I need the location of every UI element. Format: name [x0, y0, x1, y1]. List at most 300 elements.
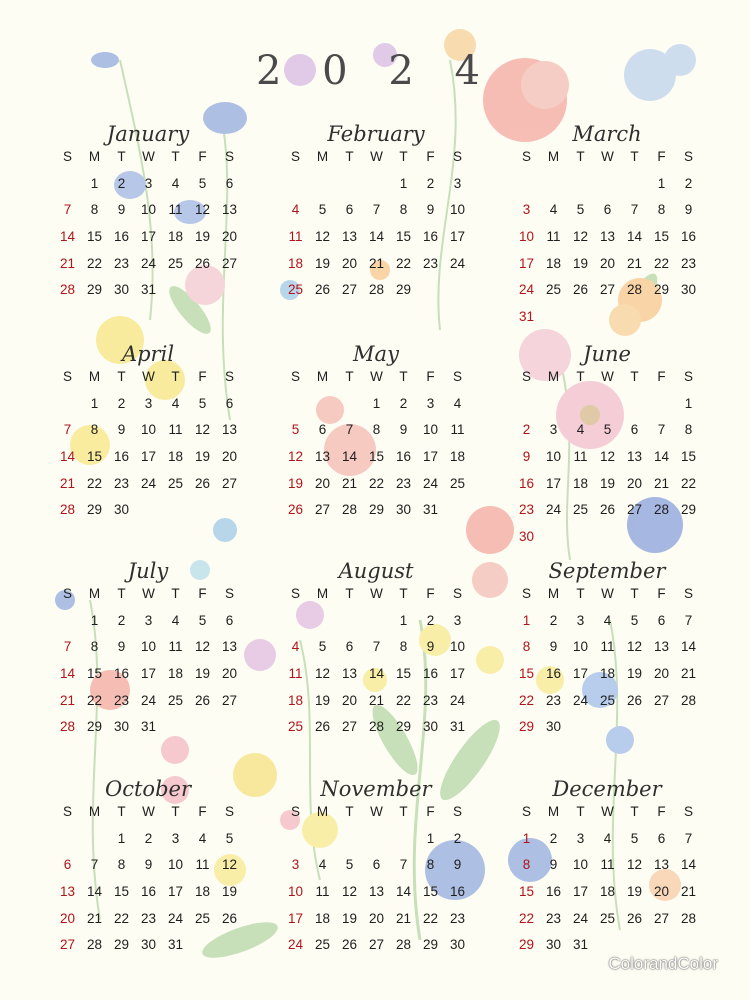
- date: 9: [549, 639, 558, 655]
- date: 22: [86, 475, 103, 491]
- date: 16: [113, 229, 130, 245]
- date: 26: [194, 475, 211, 491]
- date: 14: [341, 449, 358, 465]
- date: 30: [422, 719, 439, 735]
- date: 16: [113, 449, 130, 465]
- date: 5: [225, 830, 234, 846]
- date: 27: [221, 255, 238, 271]
- date: 21: [86, 910, 103, 926]
- sunday-date: 23: [518, 502, 535, 518]
- date: 19: [194, 449, 211, 465]
- weekday-header: T: [117, 369, 126, 384]
- weekday-header: T: [171, 369, 180, 384]
- sunday-date: 3: [522, 202, 531, 218]
- sunday-date: 18: [287, 692, 304, 708]
- weekday-header: W: [601, 586, 614, 601]
- date: 20: [341, 692, 358, 708]
- date: 14: [368, 666, 385, 682]
- date: 3: [453, 612, 462, 628]
- sunday-date: 7: [63, 639, 72, 655]
- month-april: [54, 340, 242, 550]
- date: 7: [399, 857, 408, 873]
- date: 6: [657, 612, 666, 628]
- date: 25: [599, 692, 616, 708]
- sunday-date: 29: [518, 719, 535, 735]
- weekday-header: M: [88, 804, 101, 819]
- date: 14: [368, 229, 385, 245]
- date: 17: [422, 449, 439, 465]
- date: 15: [86, 449, 103, 465]
- date: 19: [194, 666, 211, 682]
- date: 25: [599, 910, 616, 926]
- date: 31: [167, 937, 184, 953]
- date: 9: [549, 857, 558, 873]
- empty-cell: [54, 608, 81, 635]
- weekday-header: M: [547, 804, 560, 819]
- weekday-header: T: [399, 586, 408, 601]
- date: 5: [603, 422, 612, 438]
- weekday-header: M: [88, 149, 101, 164]
- date: 8: [372, 422, 381, 438]
- date: 31: [449, 719, 466, 735]
- date: 18: [167, 666, 184, 682]
- date: 14: [680, 857, 697, 873]
- month-name: November: [320, 777, 432, 801]
- date: 13: [599, 229, 616, 245]
- date: 14: [680, 639, 697, 655]
- date: 24: [422, 475, 439, 491]
- empty-cell: [621, 391, 648, 418]
- date: 27: [653, 910, 670, 926]
- sunday-date: 16: [518, 475, 535, 491]
- date: 26: [341, 937, 358, 953]
- weekday-header: M: [316, 804, 329, 819]
- date: 19: [221, 884, 238, 900]
- date: 14: [86, 884, 103, 900]
- weekday-header: M: [547, 586, 560, 601]
- date: 2: [426, 175, 435, 191]
- weekday-header: W: [601, 804, 614, 819]
- weekday-header: M: [547, 149, 560, 164]
- date: 11: [168, 202, 183, 218]
- date: 27: [221, 475, 238, 491]
- date: 9: [117, 422, 126, 438]
- day-grid: [513, 144, 702, 331]
- date: 5: [630, 612, 639, 628]
- weekday-header: S: [683, 369, 693, 384]
- date: 16: [422, 229, 439, 245]
- month-name: March: [572, 122, 642, 146]
- date: 4: [198, 830, 207, 846]
- date: 26: [626, 910, 643, 926]
- weekday-header: T: [576, 804, 585, 819]
- empty-cell: [309, 608, 336, 635]
- date: 15: [368, 449, 385, 465]
- sunday-date: 24: [518, 282, 535, 298]
- sunday-date: 14: [59, 229, 76, 245]
- empty-cell: [594, 391, 621, 418]
- date: 29: [113, 937, 130, 953]
- date: 12: [626, 639, 643, 655]
- date: 8: [657, 202, 666, 218]
- weekday-header: F: [426, 369, 435, 384]
- weekday-header: S: [683, 586, 693, 601]
- sunday-date: 21: [59, 475, 76, 491]
- empty-cell: [282, 171, 309, 198]
- sunday-date: 28: [59, 719, 76, 735]
- date: 27: [221, 692, 238, 708]
- day-grid: [54, 581, 243, 741]
- month-june: [513, 340, 701, 550]
- weekday-header: M: [316, 586, 329, 601]
- weekday-header: S: [62, 804, 72, 819]
- date: 21: [680, 884, 697, 900]
- date: 19: [626, 884, 643, 900]
- sunday-date: 4: [291, 202, 300, 218]
- month-name: June: [583, 342, 631, 366]
- date: 21: [368, 255, 385, 271]
- weekday-header: S: [521, 149, 531, 164]
- sunday-date: 22: [518, 910, 535, 926]
- empty-cell: [363, 608, 390, 635]
- date: 29: [395, 719, 412, 735]
- date: 23: [113, 692, 130, 708]
- weekday-header: S: [224, 369, 234, 384]
- month-name: January: [106, 122, 190, 146]
- date: 24: [140, 255, 157, 271]
- date: 24: [572, 692, 589, 708]
- weekday-header: S: [452, 369, 462, 384]
- weekday-header: W: [142, 586, 155, 601]
- sunday-date: 7: [63, 202, 72, 218]
- date: 18: [545, 255, 562, 271]
- date: 26: [194, 692, 211, 708]
- empty-cell: [54, 391, 81, 418]
- weekday-header: T: [630, 149, 639, 164]
- weekday-header: M: [88, 586, 101, 601]
- month-name: April: [121, 342, 175, 366]
- empty-cell: [513, 391, 540, 418]
- date: 11: [546, 229, 561, 245]
- date: 22: [86, 692, 103, 708]
- empty-cell: [336, 826, 363, 853]
- date: 5: [198, 175, 207, 191]
- date: 8: [684, 422, 693, 438]
- weekday-header: F: [657, 369, 666, 384]
- date: 10: [545, 449, 562, 465]
- date: 17: [449, 229, 466, 245]
- date: 24: [545, 502, 562, 518]
- date: 4: [171, 175, 180, 191]
- date: 28: [395, 937, 412, 953]
- date: 11: [573, 449, 588, 465]
- date: 11: [600, 639, 615, 655]
- date: 22: [422, 910, 439, 926]
- date: 10: [572, 857, 589, 873]
- date: 19: [314, 692, 331, 708]
- empty-cell: [336, 391, 363, 418]
- date: 26: [626, 692, 643, 708]
- date: 27: [653, 692, 670, 708]
- weekday-header: F: [657, 804, 666, 819]
- date: 17: [140, 449, 157, 465]
- sunday-date: 27: [59, 937, 76, 953]
- date: 2: [684, 175, 693, 191]
- weekday-header: M: [88, 369, 101, 384]
- date: 3: [576, 830, 585, 846]
- date: 26: [314, 282, 331, 298]
- weekday-header: S: [224, 586, 234, 601]
- date: 9: [117, 202, 126, 218]
- weekday-header: S: [62, 369, 72, 384]
- empty-cell: [309, 826, 336, 853]
- sunday-date: 25: [287, 719, 304, 735]
- date: 2: [549, 830, 558, 846]
- weekday-header: F: [198, 804, 207, 819]
- sunday-date: 24: [287, 937, 304, 953]
- date: 22: [113, 910, 130, 926]
- date: 19: [599, 475, 616, 491]
- date: 20: [221, 666, 238, 682]
- date: 10: [449, 639, 466, 655]
- weekday-header: T: [117, 586, 126, 601]
- date: 20: [653, 666, 670, 682]
- weekday-header: S: [452, 586, 462, 601]
- date: 25: [545, 282, 562, 298]
- day-grid: [513, 364, 702, 551]
- weekday-header: T: [171, 586, 180, 601]
- sunday-date: 8: [522, 639, 531, 655]
- weekday-header: S: [521, 586, 531, 601]
- date: 7: [90, 857, 99, 873]
- weekday-header: S: [521, 369, 531, 384]
- sunday-date: 1: [522, 830, 531, 846]
- date: 20: [221, 229, 238, 245]
- date: 5: [198, 612, 207, 628]
- date: 8: [399, 202, 408, 218]
- sunday-date: 30: [518, 529, 535, 545]
- date: 27: [314, 502, 331, 518]
- empty-cell: [54, 826, 81, 853]
- date: 2: [117, 395, 126, 411]
- date: 8: [90, 639, 99, 655]
- date: 27: [599, 282, 616, 298]
- date: 11: [168, 422, 183, 438]
- date: 6: [225, 175, 234, 191]
- date: 6: [345, 202, 354, 218]
- date: 16: [422, 666, 439, 682]
- weekday-header: T: [399, 369, 408, 384]
- date: 9: [453, 857, 462, 873]
- date: 17: [572, 884, 589, 900]
- date: 12: [221, 857, 238, 873]
- empty-cell: [567, 391, 594, 418]
- month-name: September: [548, 559, 666, 583]
- weekday-header: T: [399, 149, 408, 164]
- date: 4: [603, 830, 612, 846]
- date: 18: [167, 449, 184, 465]
- weekday-header: T: [399, 804, 408, 819]
- date: 12: [341, 884, 358, 900]
- sunday-date: 7: [63, 422, 72, 438]
- sunday-date: 3: [291, 857, 300, 873]
- date: 23: [395, 475, 412, 491]
- date: 18: [599, 884, 616, 900]
- date: 29: [86, 719, 103, 735]
- empty-cell: [54, 171, 81, 198]
- date: 2: [144, 830, 153, 846]
- sunday-date: 9: [522, 449, 531, 465]
- weekday-header: F: [426, 149, 435, 164]
- date: 29: [368, 502, 385, 518]
- date: 8: [117, 857, 126, 873]
- date: 2: [117, 612, 126, 628]
- date: 6: [630, 422, 639, 438]
- date: 24: [449, 255, 466, 271]
- date: 17: [140, 229, 157, 245]
- date: 3: [426, 395, 435, 411]
- date: 22: [368, 475, 385, 491]
- watermark: ColorandColor: [608, 954, 718, 973]
- date: 15: [86, 229, 103, 245]
- date: 7: [372, 202, 381, 218]
- sunday-date: 28: [59, 502, 76, 518]
- date: 25: [167, 692, 184, 708]
- date: 15: [395, 666, 412, 682]
- date: 21: [626, 255, 643, 271]
- weekday-header: W: [601, 149, 614, 164]
- date: 23: [545, 692, 562, 708]
- sunday-date: 15: [518, 884, 535, 900]
- date: 8: [90, 422, 99, 438]
- date: 27: [341, 282, 358, 298]
- weekday-header: S: [290, 586, 300, 601]
- date: 16: [140, 884, 157, 900]
- day-grid: [282, 581, 471, 741]
- date: 4: [318, 857, 327, 873]
- date: 17: [572, 666, 589, 682]
- date: 29: [653, 282, 670, 298]
- empty-cell: [282, 608, 309, 635]
- date: 28: [86, 937, 103, 953]
- date: 20: [341, 255, 358, 271]
- date: 13: [341, 229, 358, 245]
- date: 14: [626, 229, 643, 245]
- date: 23: [449, 910, 466, 926]
- date: 27: [341, 719, 358, 735]
- weekday-header: S: [452, 149, 462, 164]
- weekday-header: F: [657, 586, 666, 601]
- date: 5: [345, 857, 354, 873]
- date: 3: [576, 612, 585, 628]
- date: 10: [140, 422, 157, 438]
- empty-cell: [390, 826, 417, 853]
- sunday-date: 29: [518, 937, 535, 953]
- weekday-header: F: [198, 369, 207, 384]
- sunday-date: 15: [518, 666, 535, 682]
- date: 3: [144, 612, 153, 628]
- date: 9: [144, 857, 153, 873]
- date: 28: [368, 282, 385, 298]
- date: 12: [194, 202, 211, 218]
- month-july: [54, 557, 242, 767]
- date: 30: [113, 719, 130, 735]
- date: 28: [653, 502, 670, 518]
- date: 26: [221, 910, 238, 926]
- day-grid: [513, 799, 702, 959]
- empty-cell: [621, 171, 648, 198]
- date: 12: [599, 449, 616, 465]
- date: 1: [399, 612, 408, 628]
- date: 11: [450, 422, 465, 438]
- day-grid: [54, 364, 243, 524]
- date: 14: [395, 884, 412, 900]
- date: 10: [449, 202, 466, 218]
- date: 30: [680, 282, 697, 298]
- weekday-header: T: [576, 369, 585, 384]
- weekday-header: S: [683, 149, 693, 164]
- day-grid: [282, 799, 471, 959]
- date: 4: [171, 612, 180, 628]
- date: 17: [545, 475, 562, 491]
- date: 23: [545, 910, 562, 926]
- date: 6: [603, 202, 612, 218]
- month-january: [54, 120, 242, 330]
- date: 6: [657, 830, 666, 846]
- weekday-header: W: [142, 149, 155, 164]
- date: 28: [341, 502, 358, 518]
- date: 12: [314, 666, 331, 682]
- date: 19: [572, 255, 589, 271]
- sunday-date: 5: [291, 422, 300, 438]
- weekday-header: T: [345, 804, 354, 819]
- date: 23: [422, 255, 439, 271]
- date: 21: [368, 692, 385, 708]
- empty-cell: [336, 171, 363, 198]
- date: 21: [680, 666, 697, 682]
- month-name: August: [338, 559, 414, 583]
- date: 23: [113, 475, 130, 491]
- date: 15: [113, 884, 130, 900]
- weekday-header: W: [142, 804, 155, 819]
- date: 13: [341, 666, 358, 682]
- date: 1: [90, 612, 99, 628]
- date: 20: [599, 255, 616, 271]
- sunday-date: 13: [59, 884, 76, 900]
- date: 25: [167, 475, 184, 491]
- date: 9: [399, 422, 408, 438]
- weekday-header: T: [117, 804, 126, 819]
- date: 5: [198, 395, 207, 411]
- date: 1: [426, 830, 435, 846]
- date: 31: [422, 502, 439, 518]
- date: 28: [368, 719, 385, 735]
- date: 19: [194, 229, 211, 245]
- date: 6: [372, 857, 381, 873]
- weekday-header: F: [426, 586, 435, 601]
- date: 29: [680, 502, 697, 518]
- sunday-date: 28: [59, 282, 76, 298]
- date: 31: [140, 282, 157, 298]
- empty-cell: [81, 826, 108, 853]
- date: 3: [144, 175, 153, 191]
- date: 12: [626, 857, 643, 873]
- sunday-date: 14: [59, 449, 76, 465]
- month-name: December: [552, 777, 662, 801]
- weekday-header: M: [316, 369, 329, 384]
- weekday-header: M: [547, 369, 560, 384]
- date: 6: [225, 395, 234, 411]
